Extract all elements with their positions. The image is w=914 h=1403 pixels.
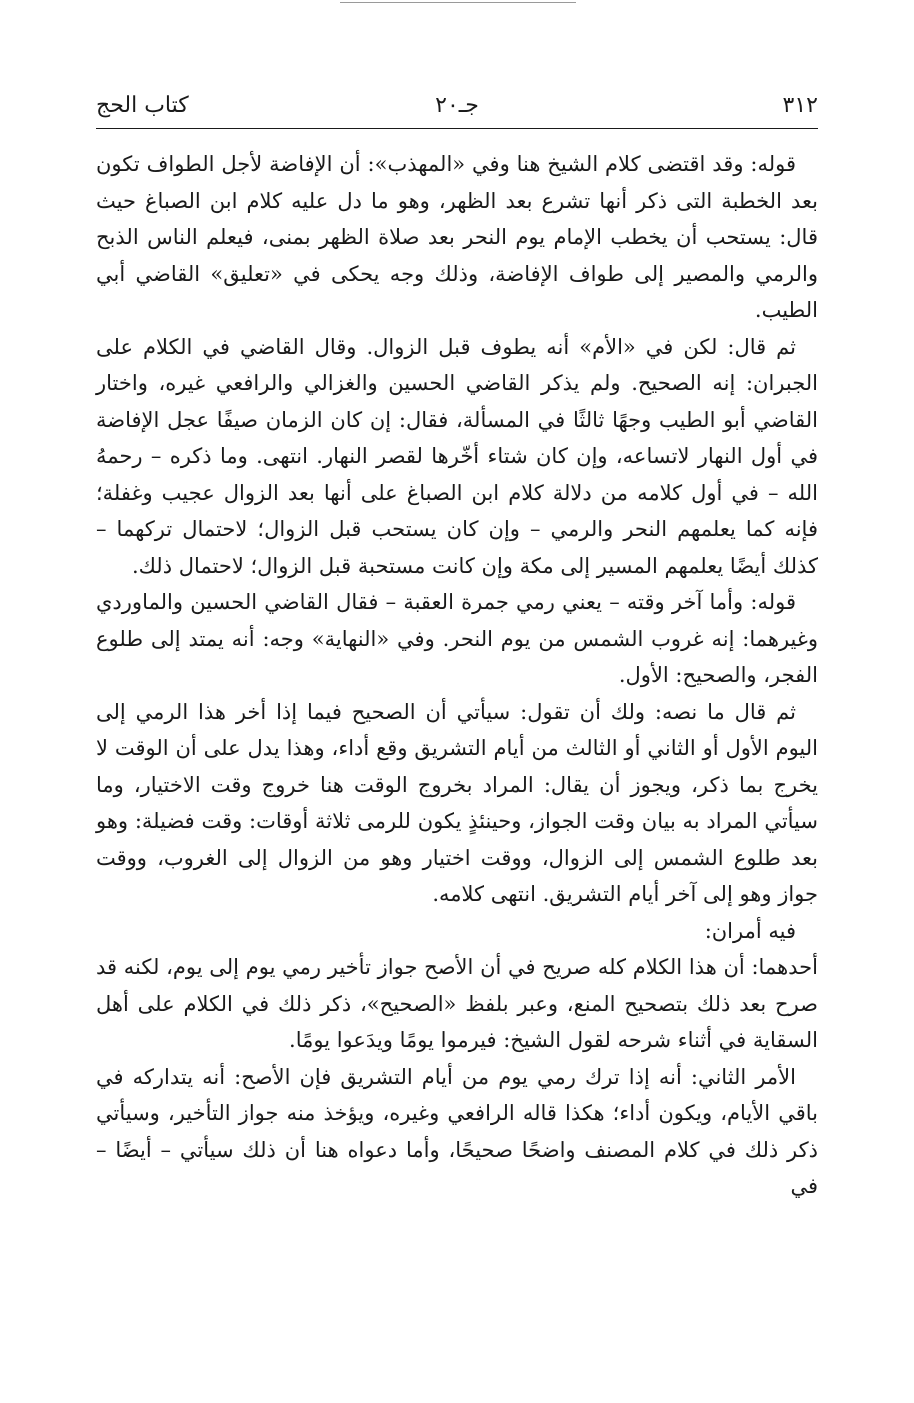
paragraph: ثم قال ما نصه: ولك أن تقول: سيأتي أن الصحيح فيما إذا أخر هذا الرمي إلى اليوم الأول أو الثاني أو الثالث من أيام التشريق وقع أداء، وهذا يدل على أن الوقت لا يخرج بما ذكر، ويجوز أن يقال: المراد بخروج الوقت هنا خروج وقت الاختيار، وما سيأتي المراد به بيان وقت الجواز، وحينئذٍ يكون للرمى ثلاثة أوقات: وقت فضيلة: وهو بعد طلوع الشمس إلى الزوال، ووقت اختيار وهو من الزوال إلى الغروب، ووقت جواز وهو إلى آخر أيام التشريق. انتهى كلامه. bbox=[96, 699, 818, 906]
top-scan-line bbox=[340, 2, 576, 3]
paragraph: قوله: وقد اقتضى كلام الشيخ هنا وفي «المهذب»: أن الإفاضة لأجل الطواف تكون بعد الخطبة التى ذكر أنها تشرع بعد الظهر، وهو ما دل عليه كلام ابن الصباغ حيث قال: يستحب أن يخطب الإمام يوم النحر بعد صلاة الظهر بمنى، فيعلم الناس الذبح والرمي والمصير إلى طواف الإفاضة، وذلك وجه يحكى في «تعليق» القاضي أبي الطيب. bbox=[96, 152, 818, 322]
paragraph: قوله: وأما آخر وقته – يعني رمي جمرة العقبة – فقال القاضي الحسين والماوردي وغيرهما: إنه غروب الشمس من يوم النحر. وفي «النهاية» وجه: أنه يمتد إلى طلوع الفجر، والصحيح: الأول. bbox=[96, 590, 818, 687]
volume-label: جـ٢٠ bbox=[435, 93, 479, 118]
paragraph: ثم قال: لكن في «الأم» أنه يطوف قبل الزوال. وقال القاضي في الكلام على الجبران: إنه الصحيح. ولم يذكر القاضي الحسين والغزالي والرافعي غيره، واختار القاضي أبو الطيب وجهًا ثالثًا في المسألة، فقال: إن كان الزمان صيفًا عجل الإفاضة في أول النهار لاتساعه، وإن كان شتاء أخّرها لقصر النهار. انتهى. وما ذكره – رحمهُ الله – في أول كلامه من دلالة كلام ابن الصباغ على أنها بعد الزوال عجيب وغفلة؛ فإنه كما يعلمهم النحر والرمي – وإن كان يستحب قبل الزوال؛ لاحتمال تركهما – كذلك أيضًا يعلمهم المسير إلى مكة وإن كانت مستحبة قبل الزوال؛ لاحتمال ذلك. bbox=[96, 334, 818, 578]
paragraph: فيه أمران: bbox=[704, 918, 796, 943]
book-title: كتاب الحج bbox=[96, 93, 189, 118]
running-header bbox=[96, 86, 818, 126]
page-number: ٣١٢ bbox=[782, 93, 818, 118]
paragraph: الأمر الثاني: أنه إذا ترك رمي يوم من أيام التشريق فإن الأصح: أنه يتداركه في باقي الأيام، ويكون أداء؛ هكذا قاله الرافعي وغيره، ويؤخذ منه جواز التأخير، وسيأتي ذكر ذلك في كلام المصنف واضحًا صحيحًا، وأما دعواه هنا أن ذلك سيأتي – أيضًا – في bbox=[96, 1064, 818, 1198]
header-divider bbox=[96, 128, 818, 129]
paragraph: أحدهما: أن هذا الكلام كله صريح في أن الأصح جواز تأخير رمي يوم إلى يوم، لكنه قد صرح بعد ذلك بتصحيح المنع، وعبر بلفظ «الصحيح»، ذكر ذلك في الكلام على أهل السقاية في أثناء شرحه لقول الشيخ: فيرموا يومًا ويدَعوا يومًا. bbox=[96, 955, 818, 1052]
main-text bbox=[96, 146, 818, 1205]
